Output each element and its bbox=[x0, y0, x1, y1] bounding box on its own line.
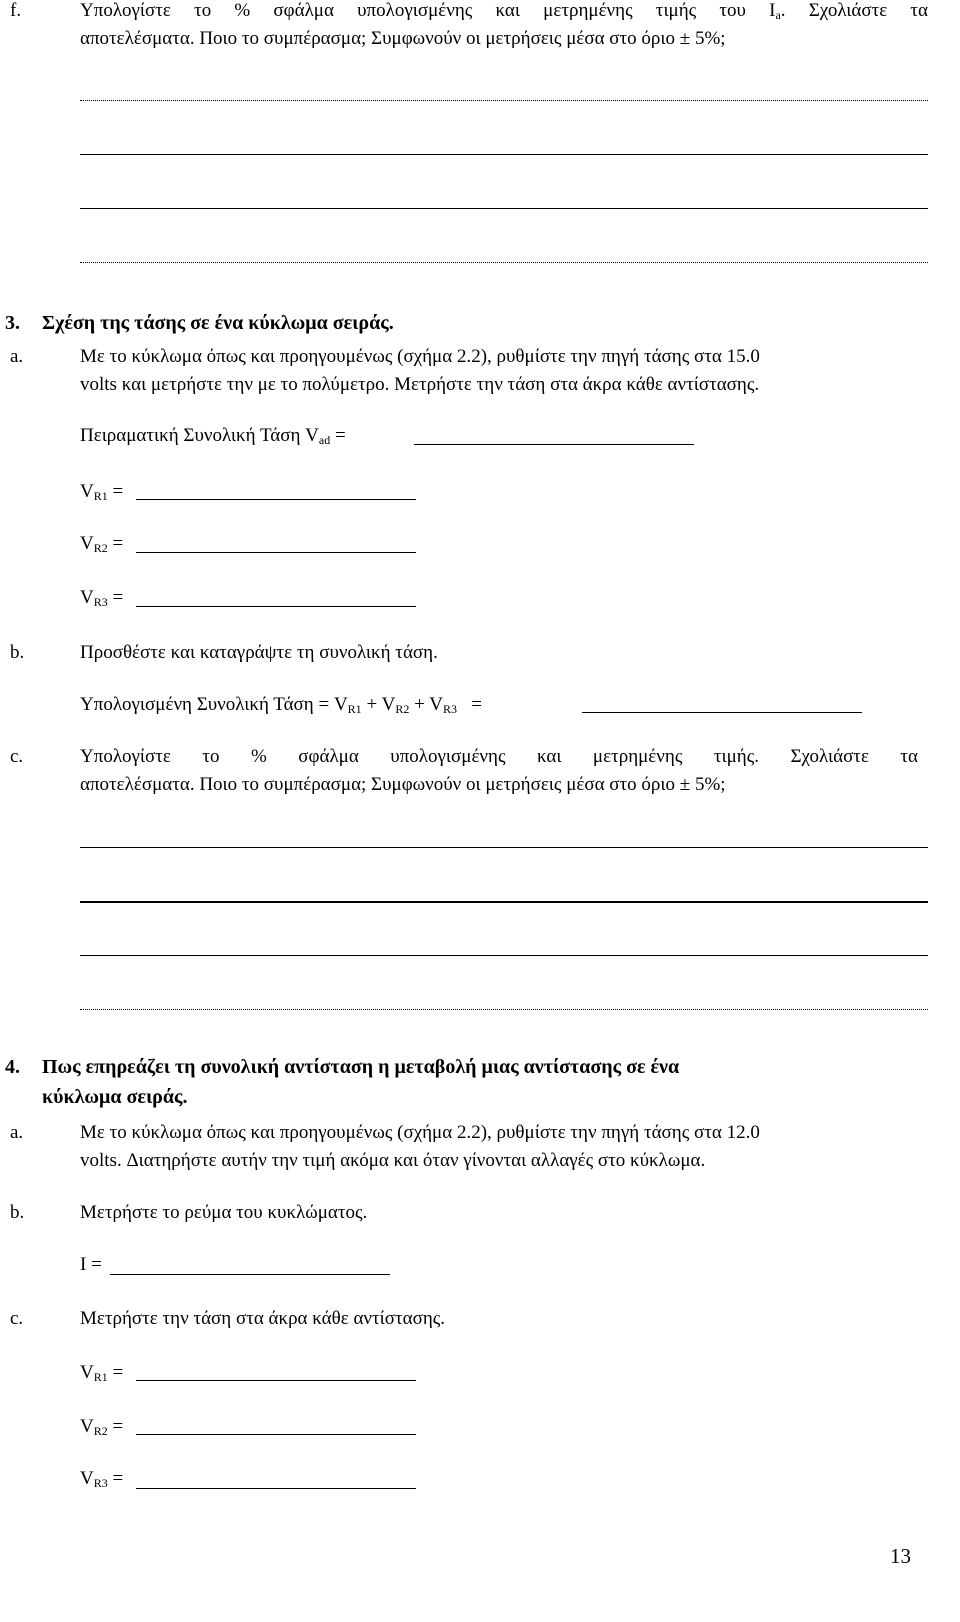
equals: = bbox=[112, 1468, 124, 1489]
vr3-input-blank[interactable] bbox=[136, 606, 416, 607]
subscript-ad: ad bbox=[318, 433, 331, 447]
plus: + bbox=[366, 694, 378, 715]
sec3-b-text: Προσθέστε και καταγράψτε τη συνολική τάση. bbox=[80, 642, 438, 663]
item-label-4b: b. bbox=[10, 1202, 25, 1223]
vad-label bbox=[80, 425, 346, 447]
vr2-label-4 bbox=[80, 1416, 123, 1438]
equals: = bbox=[471, 694, 482, 715]
item-label-4a: a. bbox=[10, 1122, 24, 1143]
answer-line-8[interactable] bbox=[80, 1009, 928, 1010]
current-input-blank[interactable] bbox=[110, 1274, 390, 1275]
equals: = bbox=[112, 587, 124, 608]
vad-text: Πειραματική Συνολική Τάση V bbox=[80, 425, 319, 446]
vr3-input-blank-4[interactable] bbox=[136, 1488, 416, 1489]
subscript-r2: R2 bbox=[93, 541, 108, 555]
vr2-input-blank[interactable] bbox=[136, 552, 416, 553]
vr1-label bbox=[80, 481, 123, 503]
answer-line-7[interactable] bbox=[80, 955, 928, 956]
item-label-3a: a. bbox=[10, 346, 24, 367]
subscript-r2: R2 bbox=[93, 1424, 108, 1438]
section-4-title-line2: κύκλωμα σειράς. bbox=[42, 1086, 188, 1108]
vr3-label bbox=[80, 587, 123, 609]
section-3-number: 3. bbox=[5, 312, 20, 334]
equals: = bbox=[112, 481, 124, 502]
v-symbol: V bbox=[381, 694, 396, 715]
sec4-c-text: Μετρήστε την τάση στα άκρα κάθε αντίστασης. bbox=[80, 1308, 446, 1329]
subscript-r1: R1 bbox=[93, 1370, 108, 1384]
sec4-a-line2: volts. Διατηρήστε αυτήν την τιμή ακόμα και όταν γίνονται αλλαγές στο κύκλωμα. bbox=[80, 1150, 706, 1171]
calc-input-blank[interactable] bbox=[582, 712, 862, 713]
v-symbol: V bbox=[80, 1416, 94, 1437]
answer-line-4[interactable] bbox=[80, 262, 928, 263]
subscript-r3: R3 bbox=[442, 702, 457, 716]
sec3-c-line1: Υπολογίστε το % σφάλμα υπολογισμένης και μετρημένης τιμής. Σχολιάστε τα bbox=[80, 746, 918, 767]
vr1-input-blank-4[interactable] bbox=[136, 1380, 416, 1381]
equals: = bbox=[334, 425, 346, 446]
item-label-3b: b. bbox=[10, 642, 25, 663]
sec4-a-line1: Με το κύκλωμα όπως και προηγουμένως (σχήμα 2.2), ρυθμίστε την πηγή τάσης στα 12.0 bbox=[80, 1122, 760, 1143]
v-symbol: V bbox=[80, 533, 94, 554]
page-number: 13 bbox=[890, 1544, 911, 1568]
vad-input-blank[interactable] bbox=[414, 444, 694, 445]
sec3-a-line2: volts και μετρήστε την με το πολύμετρο. Μετρήστε την τάση στα άκρα κάθε αντίστασης. bbox=[80, 374, 760, 395]
v-symbol: V bbox=[80, 587, 94, 608]
calc-text: Υπολογισμένη Συνολική Τάση = bbox=[80, 694, 330, 715]
v-symbol: V bbox=[429, 694, 443, 715]
equals: = bbox=[112, 533, 124, 554]
vr3-label-4 bbox=[80, 1468, 123, 1490]
q-f-line2: αποτελέσματα. Ποιο το συμπέρασμα; Συμφωνούν οι μετρήσεις μέσα στο όριο ± 5%; bbox=[80, 28, 726, 49]
subscript-a: a bbox=[775, 8, 781, 22]
subscript-r1: R1 bbox=[93, 489, 108, 503]
calc-total-voltage bbox=[80, 694, 482, 716]
answer-line-6[interactable] bbox=[80, 901, 928, 903]
vr1-input-blank[interactable] bbox=[136, 499, 416, 500]
answer-line-3[interactable] bbox=[80, 208, 928, 209]
subscript-r3: R3 bbox=[93, 1476, 108, 1490]
equals: = bbox=[112, 1362, 124, 1383]
v-symbol: V bbox=[80, 1468, 94, 1489]
sec3-a-line1: Με το κύκλωμα όπως και προηγουμένως (σχήμα 2.2), ρυθμίστε την πηγή τάσης στα 15.0 bbox=[80, 346, 760, 367]
answer-line-1[interactable] bbox=[80, 100, 928, 101]
vr1-label-4 bbox=[80, 1362, 123, 1384]
subscript-r3: R3 bbox=[93, 595, 108, 609]
vr2-input-blank-4[interactable] bbox=[136, 1434, 416, 1435]
equals: = bbox=[112, 1416, 124, 1437]
subscript-r2: R2 bbox=[395, 702, 410, 716]
q-f-line1 bbox=[80, 0, 928, 22]
q-f-text-end: . Σχολιάστε τα bbox=[780, 0, 929, 21]
vr2-label bbox=[80, 533, 123, 555]
sec4-b-text: Μετρήστε το ρεύμα του κυκλώματος. bbox=[80, 1202, 368, 1223]
v-symbol: V bbox=[80, 1362, 94, 1383]
item-label-3c: c. bbox=[10, 746, 24, 767]
sec3-c-line2: αποτελέσματα. Ποιο το συμπέρασμα; Συμφωνούν οι μετρήσεις μέσα στο όριο ± 5%; bbox=[80, 774, 726, 795]
q-f-text: Υπολογίστε το % σφάλμα υπολογισμένης και μετρημένης τιμής του I bbox=[80, 0, 776, 21]
item-label-4c: c. bbox=[10, 1308, 24, 1329]
answer-line-2[interactable] bbox=[80, 154, 928, 155]
v-symbol: V bbox=[80, 481, 94, 502]
plus: + bbox=[414, 694, 425, 715]
current-label: I = bbox=[80, 1254, 102, 1275]
answer-line-5[interactable] bbox=[80, 847, 928, 848]
subscript-r1: R1 bbox=[347, 702, 362, 716]
item-label-f: f. bbox=[10, 0, 22, 21]
v-symbol: V bbox=[333, 694, 348, 715]
section-3-title: Σχέση της τάσης σε ένα κύκλωμα σειράς. bbox=[42, 312, 394, 334]
section-4-title-line1: Πως επηρεάζει τη συνολική αντίσταση η μεταβολή μιας αντίστασης σε ένα bbox=[42, 1056, 680, 1078]
section-4-number: 4. bbox=[5, 1056, 20, 1078]
